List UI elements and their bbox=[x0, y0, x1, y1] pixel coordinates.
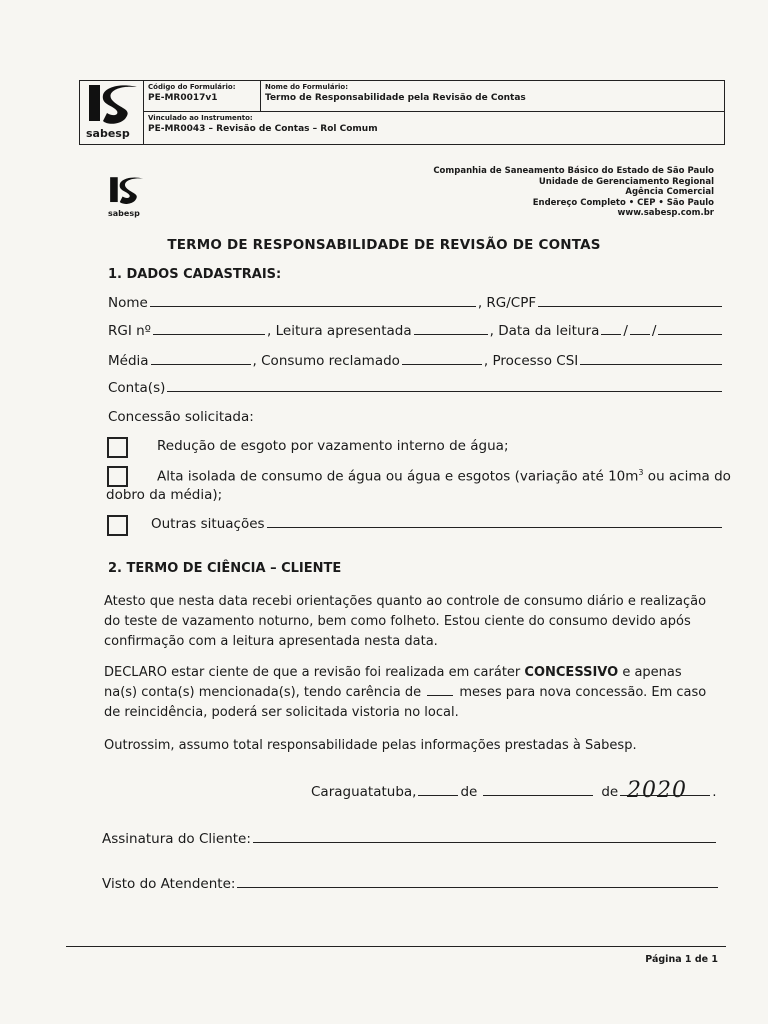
linked-label: Vinculado ao Instrumento: bbox=[148, 114, 253, 122]
rgi-label: RGI nº bbox=[108, 323, 152, 339]
company-line: Agência Comercial bbox=[625, 187, 714, 197]
date-day-field[interactable] bbox=[601, 322, 621, 335]
leitura-label: , Leitura apresentada bbox=[267, 323, 412, 339]
month-field[interactable] bbox=[483, 783, 593, 796]
company-line: Unidade de Gerenciamento Regional bbox=[538, 176, 714, 187]
processo-label: , Processo CSI bbox=[483, 353, 579, 369]
form-code-value: PE-MR0017v1 bbox=[148, 93, 218, 103]
section2-heading: 2. TERMO DE CIÊNCIA – CLIENTE bbox=[108, 561, 342, 576]
company-line: Companhia de Saneamento Básico do Estado de São Paulo bbox=[433, 166, 714, 176]
consumo-field[interactable] bbox=[402, 352, 482, 365]
paragraph-declaro: DECLARO estar ciente de que a revisão foi realizada em caráter CONCESSIVO e apenas na(s) conta(s) mencionada(s), tendo carência de meses para nova concessão. Em caso de reincidência, poderá ser solicitada vistoria no local. bbox=[104, 665, 707, 720]
processo-field[interactable] bbox=[580, 352, 722, 365]
header-brand-text: sabesp bbox=[86, 127, 130, 140]
consumo-label: , Consumo reclamado bbox=[252, 353, 400, 369]
section1-heading: 1. DADOS CADASTRAIS: bbox=[108, 267, 282, 282]
sabesp-logo-icon bbox=[83, 83, 141, 127]
company-line: Endereço Completo • CEP • São Paulo bbox=[532, 197, 714, 208]
company-brand-text: sabesp bbox=[108, 209, 140, 218]
option3-checkbox[interactable] bbox=[107, 515, 128, 536]
document-title: TERMO DE RESPONSABILIDADE DE REVISÃO DE CONTAS bbox=[167, 237, 601, 253]
date-month-field[interactable] bbox=[630, 322, 650, 335]
attendant-field[interactable] bbox=[237, 875, 718, 888]
contas-field[interactable] bbox=[167, 379, 722, 392]
rgi-row bbox=[108, 322, 724, 339]
option3-row bbox=[151, 515, 724, 532]
option2-label-cont: dobro da média); bbox=[106, 487, 223, 503]
option1-label: Redução de esgoto por vazamento interno de água; bbox=[157, 438, 509, 454]
city-label: Caraguatatuba, bbox=[311, 784, 417, 800]
carencia-field[interactable] bbox=[427, 685, 453, 696]
nome-label: Nome bbox=[108, 295, 148, 311]
rg-label: , RG/CPF bbox=[477, 295, 537, 311]
contas-label: Conta(s) bbox=[108, 380, 166, 396]
option2-checkbox[interactable] bbox=[107, 466, 128, 487]
date-year-field[interactable] bbox=[658, 322, 722, 335]
day-field[interactable] bbox=[418, 783, 458, 796]
handwritten-year: 2020 bbox=[627, 778, 687, 803]
page-number: Página 1 de 1 bbox=[645, 954, 718, 965]
company-info bbox=[433, 166, 714, 219]
form-code-label: Código do Formulário: bbox=[148, 83, 236, 91]
de-label: de bbox=[601, 784, 619, 800]
option3-field[interactable] bbox=[267, 515, 722, 528]
footer-divider bbox=[66, 946, 726, 947]
media-row bbox=[108, 352, 724, 369]
linked-value: PE-MR0043 – Revisão de Contas – Rol Comum bbox=[148, 124, 378, 134]
concessao-label: Concessão solicitada: bbox=[108, 409, 254, 425]
client-signature-field[interactable] bbox=[253, 830, 716, 843]
data-leitura-label: , Data da leitura bbox=[489, 323, 600, 339]
form-name-label: Nome do Formulário: bbox=[265, 83, 349, 91]
sabesp-logo-small-icon bbox=[106, 174, 146, 208]
option3-label: Outras situações bbox=[151, 516, 265, 532]
rgi-field[interactable] bbox=[153, 322, 265, 335]
period-text: . bbox=[712, 784, 717, 800]
client-signature-label: Assinatura do Cliente: bbox=[102, 831, 251, 847]
paragraph-atesto: Atesto que nesta data recebi orientações quanto ao controle de consumo diário e realização do teste de vazamento noturno, bem como folheto. Estou ciente do consumo devido após confirmação com a leitura apresentada nesta data. bbox=[104, 594, 707, 649]
nome-field[interactable] bbox=[150, 294, 476, 307]
rg-field[interactable] bbox=[538, 294, 722, 307]
client-signature-row bbox=[102, 830, 718, 847]
option2-label: Alta isolada de consumo de água ou água e esgotos (variação até $10m^3$ ou acima do bbox=[157, 468, 731, 485]
form-name-cell bbox=[261, 81, 724, 112]
form-header bbox=[79, 80, 725, 145]
contas-row bbox=[108, 379, 724, 396]
form-name-value: Termo de Responsabilidade pela Revisão de Contas bbox=[265, 93, 526, 103]
date-slash: / bbox=[623, 323, 628, 339]
linked-instrument-cell bbox=[144, 112, 724, 144]
paragraph-outrossim: Outrossim, assumo total responsabilidade pelas informações prestadas à Sabesp. bbox=[104, 738, 637, 753]
media-label: Média bbox=[108, 353, 149, 369]
nome-row bbox=[108, 294, 724, 311]
form-code-cell bbox=[144, 81, 261, 112]
attendant-row bbox=[102, 875, 720, 892]
leitura-field[interactable] bbox=[414, 322, 488, 335]
de-label: de bbox=[460, 784, 478, 800]
company-website: www.sabesp.com.br bbox=[617, 208, 714, 218]
media-field[interactable] bbox=[151, 352, 251, 365]
option1-checkbox[interactable] bbox=[107, 437, 128, 458]
header-logo-cell bbox=[80, 81, 144, 144]
attendant-label: Visto do Atendente: bbox=[102, 876, 236, 892]
date-slash: / bbox=[651, 323, 657, 339]
